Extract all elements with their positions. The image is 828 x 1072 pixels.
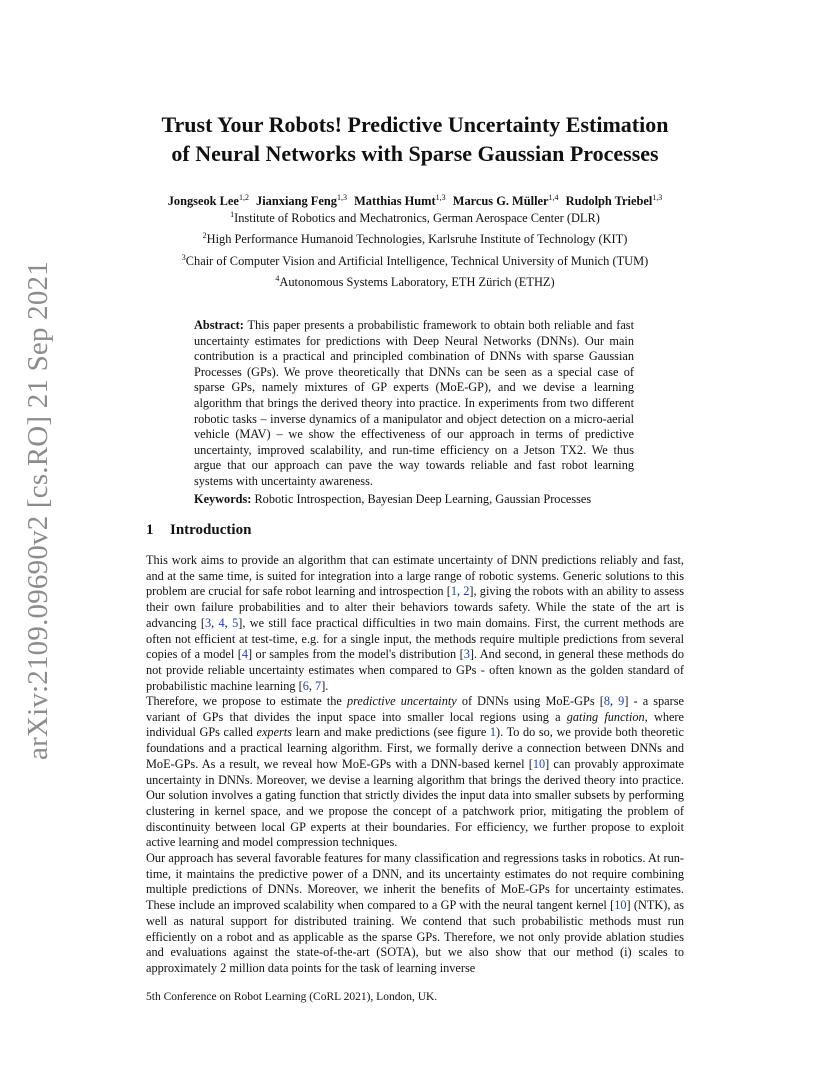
abstract: [194, 318, 634, 490]
citation-link[interactable]: 3: [204, 615, 212, 630]
arxiv-identifier: arXiv:2109.09690v2 [cs.RO] 21 Sep 2021: [22, 261, 54, 760]
affiliation: [120, 227, 710, 248]
citation-link[interactable]: 1: [489, 725, 497, 740]
affiliation-text: High Performance Humanoid Technologies, Karlsruhe Institute of Technology (KIT): [206, 232, 628, 247]
affiliation-marker: 1: [230, 210, 235, 219]
citation-link[interactable]: 5: [232, 615, 239, 630]
keywords: [194, 492, 634, 508]
author-affil-marker: 1,3: [435, 193, 446, 202]
emphasized-term: experts: [256, 725, 293, 740]
author-affil-marker: 1,3: [652, 193, 663, 202]
author-name: Matthias Humt: [354, 194, 436, 209]
affiliation: [120, 206, 710, 227]
citation-link[interactable]: 9: [618, 694, 625, 708]
emphasized-term: predictive uncertainty: [346, 694, 457, 708]
title-line-1: Trust Your Robots! Predictive Uncertainty Estimation: [161, 112, 669, 137]
paragraph-2: Therefore, we propose to estimate the predictive uncertainty of DNNs using MoE-GPs [8, 9] - a sparse variant of GPs that divides the input space into smaller local regions using a gating function, where individual GPs called experts learn and make predictions (see figure 1). To do so, we provide both theoretic foundations and a practical learning algorithm. First, we formally derive a connection between DNNs and MoE-GPs. As a result, we reveal how MoE-GPs with a DNN-based kernel [10] can provably approximate uncertainty in DNNs. Moreover, we devise a learning algorithm that brings the derived theory into practice. Our solution involves a gating function that strictly divides the input data into smaller subsets by performing clustering in kernel space, and we propose the concept of a patchwork prior, mitigating the problem of discontinuity between local GP experts at their boundaries. For efficiency, we further propose to exploit active learning and model compression techniques.: [146, 694, 684, 850]
affiliation: [120, 249, 710, 270]
citation-link[interactable]: 8: [603, 694, 610, 708]
author-affil-marker: 1,4: [548, 193, 559, 202]
affiliation-text: Institute of Robotics and Mechatronics, German Aerospace Center (DLR): [234, 211, 600, 226]
citation-link[interactable]: 4: [241, 647, 248, 662]
paper-title: [120, 110, 710, 168]
citation-link[interactable]: 7: [315, 678, 322, 693]
abstract-label: Abstract:: [194, 318, 244, 332]
affiliation-marker: 4: [275, 274, 280, 284]
author-name: Jianxiang Feng: [256, 194, 337, 209]
title-line-2: of Neural Networks with Sparse Gaussian Processes: [171, 141, 659, 166]
affiliation-marker: 3: [181, 252, 186, 262]
section-heading: [146, 522, 251, 539]
keywords-text: Robotic Introspection, Bayesian Deep Learning, Gaussian Processes: [254, 492, 592, 506]
author-name: Rudolph Triebel: [565, 194, 653, 209]
author-affil-marker: 1,3: [336, 193, 347, 202]
citation-link[interactable]: 10: [532, 756, 546, 771]
affiliation-text: Autonomous Systems Laboratory, ETH Zürich (ETHZ): [279, 275, 555, 290]
citation-link[interactable]: 4: [218, 615, 225, 630]
author-affil-marker: 1,2: [238, 193, 249, 202]
abstract-text: This paper presents a probabilistic framework to obtain both reliable and fast uncertainty estimates for predictions with Deep Neural Networks (DNNs). Our main contribution is a practical and principled combination of DNNs with sparse Gaussian Processes (GPs). We prove theoretically that DNNs can be seen as a special case of sparse GPs, namely mixtures of GP experts (MoE-GP), and we devise a learning algorithm that brings the derived theory into practice. In experiments from two different robotic tasks – inverse dynamics of a manipulator and object detection on a micro-aerial vehicle (MAV) – we show the effectiveness of our approach in terms of predictive uncertainty, improved scalability, and run-time efficiency on a Jetson TX2. We thus argue that our approach can pave the way towards reliable and fast robot learning systems with uncertainty awareness.: [194, 318, 634, 488]
conference-footer: 5th Conference on Robot Learning (CoRL 2021), London, UK.: [146, 991, 438, 1003]
citation-link[interactable]: 3: [463, 647, 470, 662]
keywords-label: Keywords:: [194, 492, 252, 506]
affiliation-marker: 2: [202, 231, 207, 241]
section-title: Introduction: [170, 522, 252, 538]
citation-link[interactable]: 1: [450, 584, 457, 599]
emphasized-term: gating function: [566, 709, 645, 724]
author-name: Marcus G. Müller: [452, 194, 549, 209]
citation-link[interactable]: 2: [463, 584, 470, 599]
author-name: Jongseok Lee: [167, 194, 239, 209]
citation-link[interactable]: 10: [614, 898, 627, 913]
citation-link[interactable]: 6: [302, 678, 309, 693]
affiliation: [120, 270, 710, 291]
affiliation-text: Chair of Computer Vision and Artificial Intelligence, Technical University of Munich (TUM): [185, 253, 649, 268]
affiliation-list: [120, 206, 710, 292]
section-number: 1: [146, 522, 154, 538]
paragraph-1: This work aims to provide an algorithm that can estimate uncertainty of DNN predictions reliably and fast, and at the same time, is suited for integration into a large range of robotic systems. Generic solutions to this problem are crucial for safe robot learning and introspection [1, 2], giving the robots with an ability to assess their own failure probabilities and to alter their behaviors towards safety. While the state of the art is advancing [3, 4, 5], we still face practical difficulties in two main domains. First, the current methods are often not efficient at test-time, e.g. for a single input, the methods require multiple predictions from several copies of a model [4] or samples from the model's distribution [3]. And second, in general these methods do not provide reliable uncertainty estimates when compared to GPs - often known as the golden standard of probabilistic machine learning [6, 7].: [146, 553, 685, 693]
paragraph-3: Our approach has several favorable features for many classification and regressions tasks in robotics. At run-time, it maintains the predictive power of a DNN, and its uncertainty estimates do not require combining multiple predictions of DNNs. Moreover, we inherit the benefits of MoE-GPs for uncertainty estimates. These include an improved scalability when compared to a GP with the neural tangent kernel [10] (NTK), as well as natural support for distributed training. We contend that such probabilistic methods must run efficiently on a robot and as applicable as the sparse GPs. Therefore, we not only provide ablation studies and evaluations against the state-of-the-art (SOTA), but we also show that our method (i) scales to approximately 2 million data points for the task of learning inverse: [146, 851, 684, 975]
